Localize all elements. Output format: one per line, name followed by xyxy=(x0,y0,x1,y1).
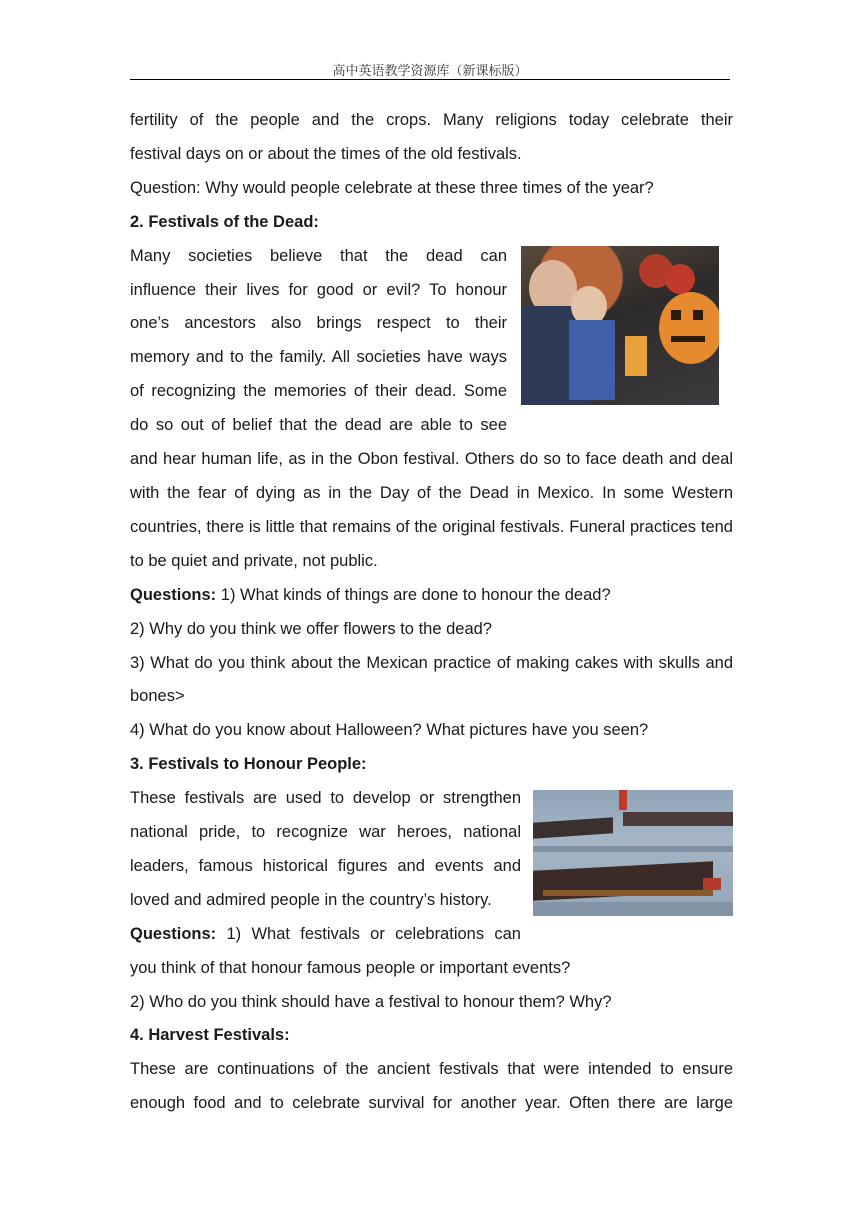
paragraph-line: These festivals are used to develop or strengthen xyxy=(130,789,521,808)
paragraph-line: loved and admired people in the country’s history. xyxy=(130,890,492,909)
questions-label: Questions: xyxy=(130,585,217,604)
paragraph-line: Many societies believe that the dead can xyxy=(130,246,507,265)
paragraph: do so out of belief that the dead are able to see and hear human life, as in the Obon festival. Others do so to face death and deal with the fear of dying as in the Day of the Dead in Mexico. In some Western countries, there is little that remains of the original festivals. Funeral practices tend to be quiet and private, not public. xyxy=(130,416,733,570)
question-text: 3) What do you think about the Mexican practice of making cakes with skulls and bones> xyxy=(130,653,733,706)
paragraph: These are continuations of the ancient festivals that were intended to ensure enough food and to celebrate survival for another year. Often there are large xyxy=(130,1060,733,1113)
page-header: 高中英语教学资源库（新课标版） xyxy=(332,64,528,79)
paragraph-line: memory and to the family. All societies have ways xyxy=(130,348,507,367)
document-body xyxy=(130,104,733,1121)
header-divider xyxy=(130,79,730,80)
question-text: 2) Who do you think should have a festival to honour them? Why? xyxy=(130,992,612,1011)
question-line xyxy=(130,579,733,613)
question-text: 1) What festivals or celebrations can xyxy=(216,924,521,943)
section-heading-harvest: 4. Harvest Festivals: xyxy=(130,1026,290,1045)
paragraph-line: national pride, to recognize war heroes, national xyxy=(130,823,521,842)
paragraph-line: one’s ancestors also brings respect to their xyxy=(130,314,507,333)
paragraph-line: leaders, famous historical figures and events and xyxy=(130,856,521,875)
paragraph-line: of recognizing the memories of their dead. Some xyxy=(130,382,507,401)
question-text: 2) Why do you think we offer flowers to the dead? xyxy=(130,619,492,638)
question-text: you think of that honour famous people or important events? xyxy=(130,958,571,977)
questions-label: Questions: xyxy=(130,924,217,943)
section-heading-dead: 2. Festivals of the Dead: xyxy=(130,212,319,231)
question-line xyxy=(130,918,733,952)
paragraph-line: influence their lives for good or evil? To honour xyxy=(130,280,507,299)
question-text: 4) What do you know about Halloween? What pictures have you seen? xyxy=(130,721,649,740)
section-heading-people: 3. Festivals to Honour People: xyxy=(130,755,367,774)
question-text: 1) What kinds of things are done to honour the dead? xyxy=(216,585,611,604)
question-text: Question: Why would people celebrate at these three times of the year? xyxy=(130,178,654,197)
halloween-photo xyxy=(521,246,719,405)
paragraph-line: festival days on or about the times of the old festivals. xyxy=(130,144,522,163)
dragon-boat-photo xyxy=(533,790,733,916)
paragraph-line: fertility of the people and the crops. Many religions today celebrate their xyxy=(130,111,733,129)
